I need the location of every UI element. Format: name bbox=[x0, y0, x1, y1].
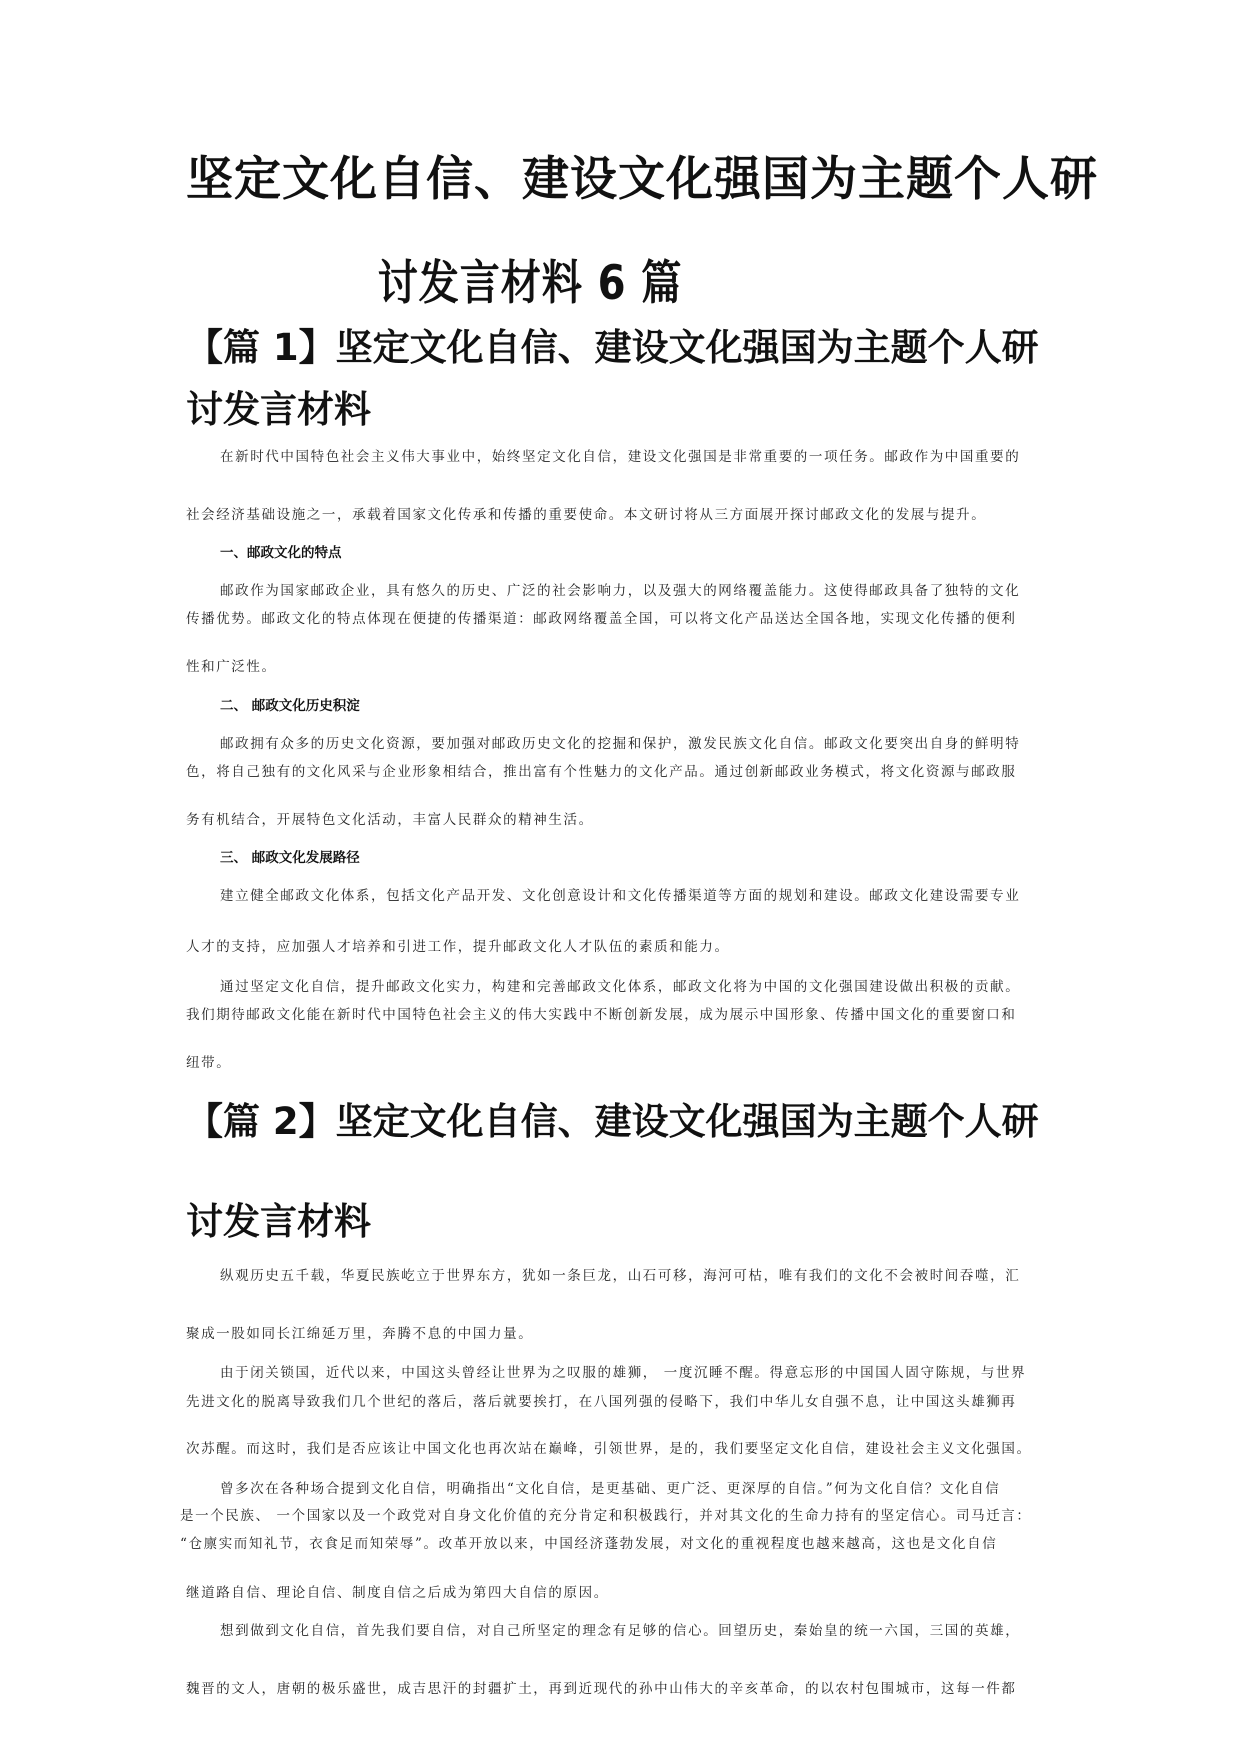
section-1-sub-1-line-1: 邮政作为国家邮政企业，具有悠久的历史、广泛的社会影响力，以及强大的网络覆盖能力。这使得邮政具备了独特的文化 bbox=[220, 583, 1021, 599]
section-2-heading-line-2: 讨发言材料 bbox=[186, 1200, 371, 1243]
section-2-p2-line-1: 由于闭关锁国，近代以来，中国这头曾经让世界为之叹服的雄狮， 一度沉睡不醒。得意忘形的中国国人固守陈规，与世界 bbox=[220, 1365, 1027, 1381]
section-1-sub-3-line-2: 人才的支持，应加强人才培养和引进工作，提升邮政文化人才队伍的素质和能力。 bbox=[186, 939, 730, 955]
section-1-subheading-1: 一、邮政文化的特点 bbox=[220, 545, 342, 561]
document-title-line-2: 讨发言材料 6 篇 bbox=[377, 256, 683, 311]
section-2-p1-line-1: 纵观历史五千载，华夏民族屹立于世界东方，犹如一条巨龙，山石可移，海河可枯，唯有我们的文化不会被时间吞噬，汇 bbox=[220, 1268, 1021, 1284]
section-2-p4-line-1: 想到做到文化自信，首先我们要自信，对自己所坚定的理念有足够的信心。回望历史，秦始皇的统一六国，三国的英雄， bbox=[220, 1623, 1021, 1639]
section-1-subheading-3: 三、 邮政文化发展路径 bbox=[220, 850, 360, 866]
section-1-conclusion-line-3: 纽带。 bbox=[186, 1055, 232, 1071]
document-title-line-1: 坚定文化自信、建设文化强国为主题个人研 bbox=[186, 152, 1098, 207]
section-1-sub-1-line-2: 传播优势。邮政文化的特点体现在便捷的传播渠道：邮政网络覆盖全国，可以将文化产品送达全国各地，实现文化传播的便利 bbox=[186, 611, 1017, 627]
section-1-conclusion-line-2: 我们期待邮政文化能在新时代中国特色社会主义的伟大实践中不断创新发展，成为展示中国形象、传播中国文化的重要窗口和 bbox=[186, 1007, 1017, 1023]
section-2-p2-line-2: 先进文化的脱离导致我们几个世纪的落后，落后就要挨打，在八国列强的侵略下，我们中华儿女自强不息，让中国这头雄狮再 bbox=[186, 1394, 1017, 1410]
section-2-p1-line-2: 聚成一股如同长江绵延万里，奔腾不息的中国力量。 bbox=[186, 1326, 534, 1342]
section-2-p4-line-2: 魏晋的文人，唐朝的极乐盛世，成吉思汗的封疆扩土，再到近现代的孙中山伟大的辛亥革命，的以农村包围城市，这每一件都 bbox=[186, 1681, 1017, 1697]
section-1-conclusion-line-1: 通过坚定文化自信，提升邮政文化实力，构建和完善邮政文化体系，邮政文化将为中国的文化强国建设做出积极的贡献。 bbox=[220, 979, 1021, 995]
section-1-heading-line-2: 讨发言材料 bbox=[186, 388, 371, 431]
section-1-sub-2-line-1: 邮政拥有众多的历史文化资源，要加强对邮政历史文化的挖掘和保护，激发民族文化自信。邮政文化要突出自身的鲜明特 bbox=[220, 736, 1021, 752]
section-2-p3-line-3: “仓廪实而知礼节，衣食足而知荣辱”。改革开放以来，中国经济蓬勃发展，对文化的重视程度也越来越高，这也是文化自信 bbox=[180, 1536, 998, 1552]
section-1-sub-1-line-3: 性和广泛性。 bbox=[186, 659, 277, 675]
section-1-sub-3-line-1: 建立健全邮政文化体系，包括文化产品开发、文化创意设计和文化传播渠道等方面的规划和建设。邮政文化建设需要专业 bbox=[220, 888, 1021, 904]
section-2-p3-line-4: 继道路自信、理论自信、制度自信之后成为第四大自信的原因。 bbox=[186, 1585, 609, 1601]
section-1-heading-line-1: 【篇 1】坚定文化自信、建设文化强国为主题个人研 bbox=[186, 326, 1039, 369]
section-2-p2-line-3: 次苏醒。而这时，我们是否应该让中国文化也再次站在巅峰，引领世界，是的，我们要坚定文化自信，建设社会主义文化强国。 bbox=[186, 1441, 1032, 1457]
section-1-sub-2-line-2: 色，将自己独有的文化风采与企业形象相结合，推出富有个性魅力的文化产品。通过创新邮政业务模式，将文化资源与邮政服 bbox=[186, 764, 1017, 780]
section-1-subheading-2: 二、 邮政文化历史积淀 bbox=[220, 698, 360, 714]
section-2-heading-line-1: 【篇 2】坚定文化自信、建设文化强国为主题个人研 bbox=[186, 1100, 1039, 1143]
section-2-p3-line-2: 是一个民族、 一个国家以及一个政党对自身文化价值的充分肯定和积极践行，并对其文化的生命力持有的坚定信心。司马迁言： bbox=[180, 1508, 1032, 1524]
section-1-intro-line-2: 社会经济基础设施之一，承载着国家文化传承和传播的重要使命。本文研讨将从三方面展开探讨邮政文化的发展与提升。 bbox=[186, 507, 987, 523]
section-2-p3-line-1: 曾多次在各种场合提到文化自信，明确指出“文化自信，是更基础、更广泛、更深厚的自信。”何为文化自信？文化自信 bbox=[220, 1481, 1001, 1497]
section-1-sub-2-line-3: 务有机结合，开展特色文化活动，丰富人民群众的精神生活。 bbox=[186, 812, 594, 828]
section-1-intro-line-1: 在新时代中国特色社会主义伟大事业中，始终坚定文化自信，建设文化强国是非常重要的一项任务。邮政作为中国重要的 bbox=[220, 449, 1021, 465]
